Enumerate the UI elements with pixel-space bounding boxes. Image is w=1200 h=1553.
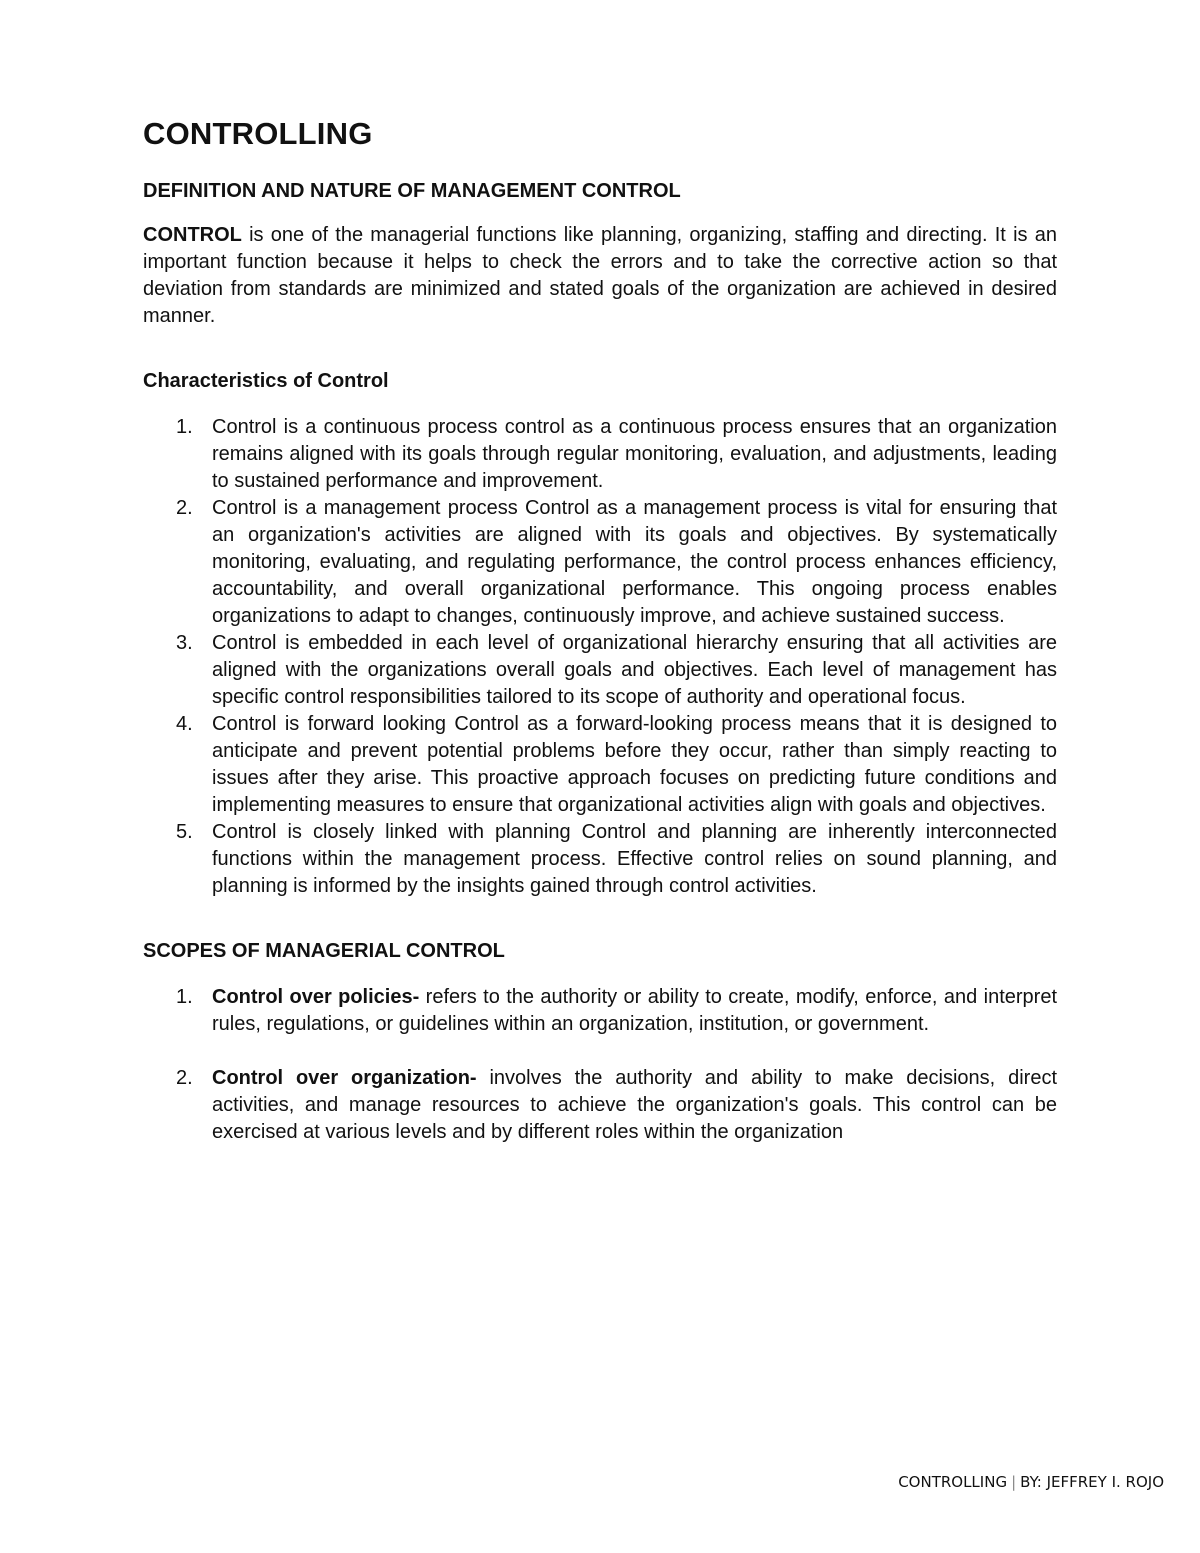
- page-footer: [898, 1473, 1164, 1491]
- footer-title: CONTROLLING: [898, 1473, 1008, 1491]
- list-item: [143, 711, 1057, 819]
- list-item-number: 2.: [176, 1067, 193, 1089]
- scopes-list: [143, 984, 1057, 1146]
- section-heading-scopes: SCOPES OF MANAGERIAL CONTROL: [143, 940, 505, 962]
- list-item-number: 1.: [176, 986, 193, 1008]
- section-heading-definition: DEFINITION AND NATURE OF MANAGEMENT CONTROL: [143, 180, 681, 202]
- page-title: CONTROLLING: [143, 116, 373, 151]
- list-item: [143, 414, 1057, 495]
- list-item-text: Control is a continuous process control as a continuous process ensures that an organization remains aligned with its goals through regular monitoring, evaluation, and adjustments, leading to sustained performance and improvement.: [212, 416, 1057, 492]
- list-item-number: 2.: [176, 497, 193, 519]
- section-heading-characteristics: Characteristics of Control: [143, 370, 389, 392]
- list-item: [143, 819, 1057, 900]
- list-item-text: Control is a management process Control as a management process is vital for ensuring that an organization's activities are aligned with its goals and objectives. By systematically monitoring, evaluating, and regulating performance, the control process enhances efficiency, accountability, and overall organizational performance. This ongoing process enables organizations to adapt to changes, continuously improve, and achieve sustained success.: [212, 497, 1057, 627]
- list-item-text: Control is embedded in each level of organizational hierarchy ensuring that all activities are aligned with the organizations overall goals and objectives. Each level of management has specific control responsibilities tailored to its scope of authority and operational focus.: [212, 632, 1057, 708]
- list-item-number: 3.: [176, 632, 193, 654]
- list-item-text: Control is closely linked with planning Control and planning are inherently interconnected functions within the management process. Effective control relies on sound planning, and planning is informed by the insights gained through control activities.: [212, 821, 1057, 897]
- list-item-text: involves the authority and ability to make decisions, direct activities, and manage resources to achieve the organization's goals. This control can be exercised at various levels and by different roles within the organization: [212, 1067, 1058, 1143]
- characteristics-list: [143, 414, 1057, 900]
- list-item-number: 1.: [176, 416, 193, 438]
- footer-separator: |: [1011, 1473, 1017, 1491]
- footer-author: BY: JEFFREY I. ROJO: [1020, 1473, 1164, 1491]
- definition-paragraph: [143, 222, 1057, 330]
- list-item-text: refers to the authority or ability to create, modify, enforce, and interpret rules, regulations, or guidelines within an organization, institution, or government.: [212, 986, 1057, 1035]
- definition-lead-term: CONTROL: [143, 224, 242, 246]
- document-page: [143, 112, 1057, 1173]
- list-item: [143, 1065, 1057, 1146]
- list-item: [143, 495, 1057, 630]
- list-item-number: 4.: [176, 713, 193, 735]
- definition-text: is one of the managerial functions like planning, organizing, staffing and directing. It is an important function because it helps to check the errors and to take the corrective action so that deviation from standards are minimized and stated goals of the organization are achieved in desired manner.: [143, 224, 1057, 327]
- list-item-term: Control over policies-: [212, 986, 420, 1008]
- list-item: [143, 984, 1057, 1038]
- list-item-text: Control is forward looking Control as a forward-looking process means that it is designed to anticipate and prevent potential problems before they occur, rather than simply reacting to issues after they arise. This proactive approach focuses on predicting future conditions and implementing measures to ensure that organizational activities align with goals and objectives.: [212, 713, 1057, 816]
- list-item-number: 5.: [176, 821, 193, 843]
- list-item: [143, 630, 1057, 711]
- list-item-term: Control over organization-: [212, 1067, 477, 1089]
